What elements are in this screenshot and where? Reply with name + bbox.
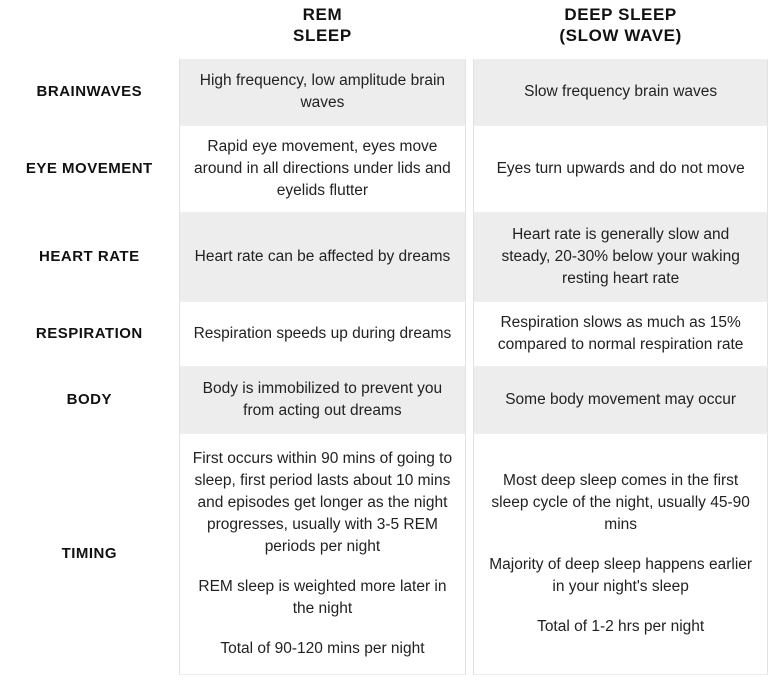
table-row: [0, 367, 768, 433]
column-header-deep-sleep: [473, 0, 768, 59]
column-header-rem: [179, 0, 467, 59]
cell-brainwaves-deep: Slow frequency brain waves: [473, 59, 768, 125]
cell-timing-deep-para-3: Total of 1-2 hrs per night: [537, 617, 705, 635]
cell-timing-deep-para-1: Most deep sleep comes in the first sleep cycle of the night, usually 45-90 mins: [491, 471, 750, 533]
cell-timing-rem: [179, 433, 467, 675]
row-spacer: [466, 367, 473, 433]
table-row: [0, 301, 768, 367]
row-spacer: [466, 433, 473, 675]
cell-body-deep: Some body movement may occur: [473, 367, 768, 433]
row-spacer: [466, 301, 473, 367]
cell-eye-movement-deep: Eyes turn upwards and do not move: [473, 125, 768, 213]
cell-body-rem: Body is immobilized to prevent you from acting out dreams: [179, 367, 467, 433]
column-header-rem-line2: SLEEP: [293, 26, 352, 46]
cell-heart-rate-rem: Heart rate can be affected by dreams: [179, 213, 467, 301]
table-row: [0, 213, 768, 301]
row-spacer: [466, 125, 473, 213]
cell-timing-rem-para-2: REM sleep is weighted more later in the night: [198, 577, 447, 617]
table-header: [0, 0, 768, 59]
row-label-eye-movement: EYE MOVEMENT: [0, 125, 179, 213]
cell-brainwaves-rem: High frequency, low amplitude brain waves: [179, 59, 467, 125]
table-row: [0, 125, 768, 213]
cell-timing-rem-para-1: First occurs within 90 mins of going to sleep, first period lasts about 10 mins and episodes get longer as the night progresses, usually with 3-5 REM periods per night: [192, 449, 453, 555]
row-label-heart-rate: HEART RATE: [0, 213, 179, 301]
cell-timing-deep-para-2: Majority of deep sleep happens earlier in your night's sleep: [489, 555, 753, 595]
table-row: [0, 433, 768, 675]
column-header-rem-line1: REM: [302, 5, 343, 24]
row-spacer: [466, 59, 473, 125]
row-label-brainwaves: BRAINWAVES: [0, 59, 179, 125]
row-label-respiration: RESPIRATION: [0, 301, 179, 367]
column-header-deep-line1: DEEP SLEEP: [564, 5, 677, 24]
cell-eye-movement-rem: Rapid eye movement, eyes move around in all directions under lids and eyelids flutter: [179, 125, 467, 213]
cell-timing-rem-para-3: Total of 90-120 mins per night: [220, 639, 425, 657]
table-row: [0, 59, 768, 125]
cell-respiration-deep: Respiration slows as much as 15% compared to normal respiration rate: [473, 301, 768, 367]
column-spacer: [466, 0, 473, 59]
corner-blank-cell: [0, 0, 179, 59]
column-header-deep-line2: (SLOW WAVE): [559, 26, 682, 46]
row-spacer: [466, 213, 473, 301]
cell-timing-deep: [473, 433, 768, 675]
table-body: [0, 59, 768, 675]
row-label-timing: TIMING: [0, 433, 179, 675]
cell-heart-rate-deep: Heart rate is generally slow and steady, 20-30% below your waking resting heart rate: [473, 213, 768, 301]
row-label-body: BODY: [0, 367, 179, 433]
cell-respiration-rem: Respiration speeds up during dreams: [179, 301, 467, 367]
